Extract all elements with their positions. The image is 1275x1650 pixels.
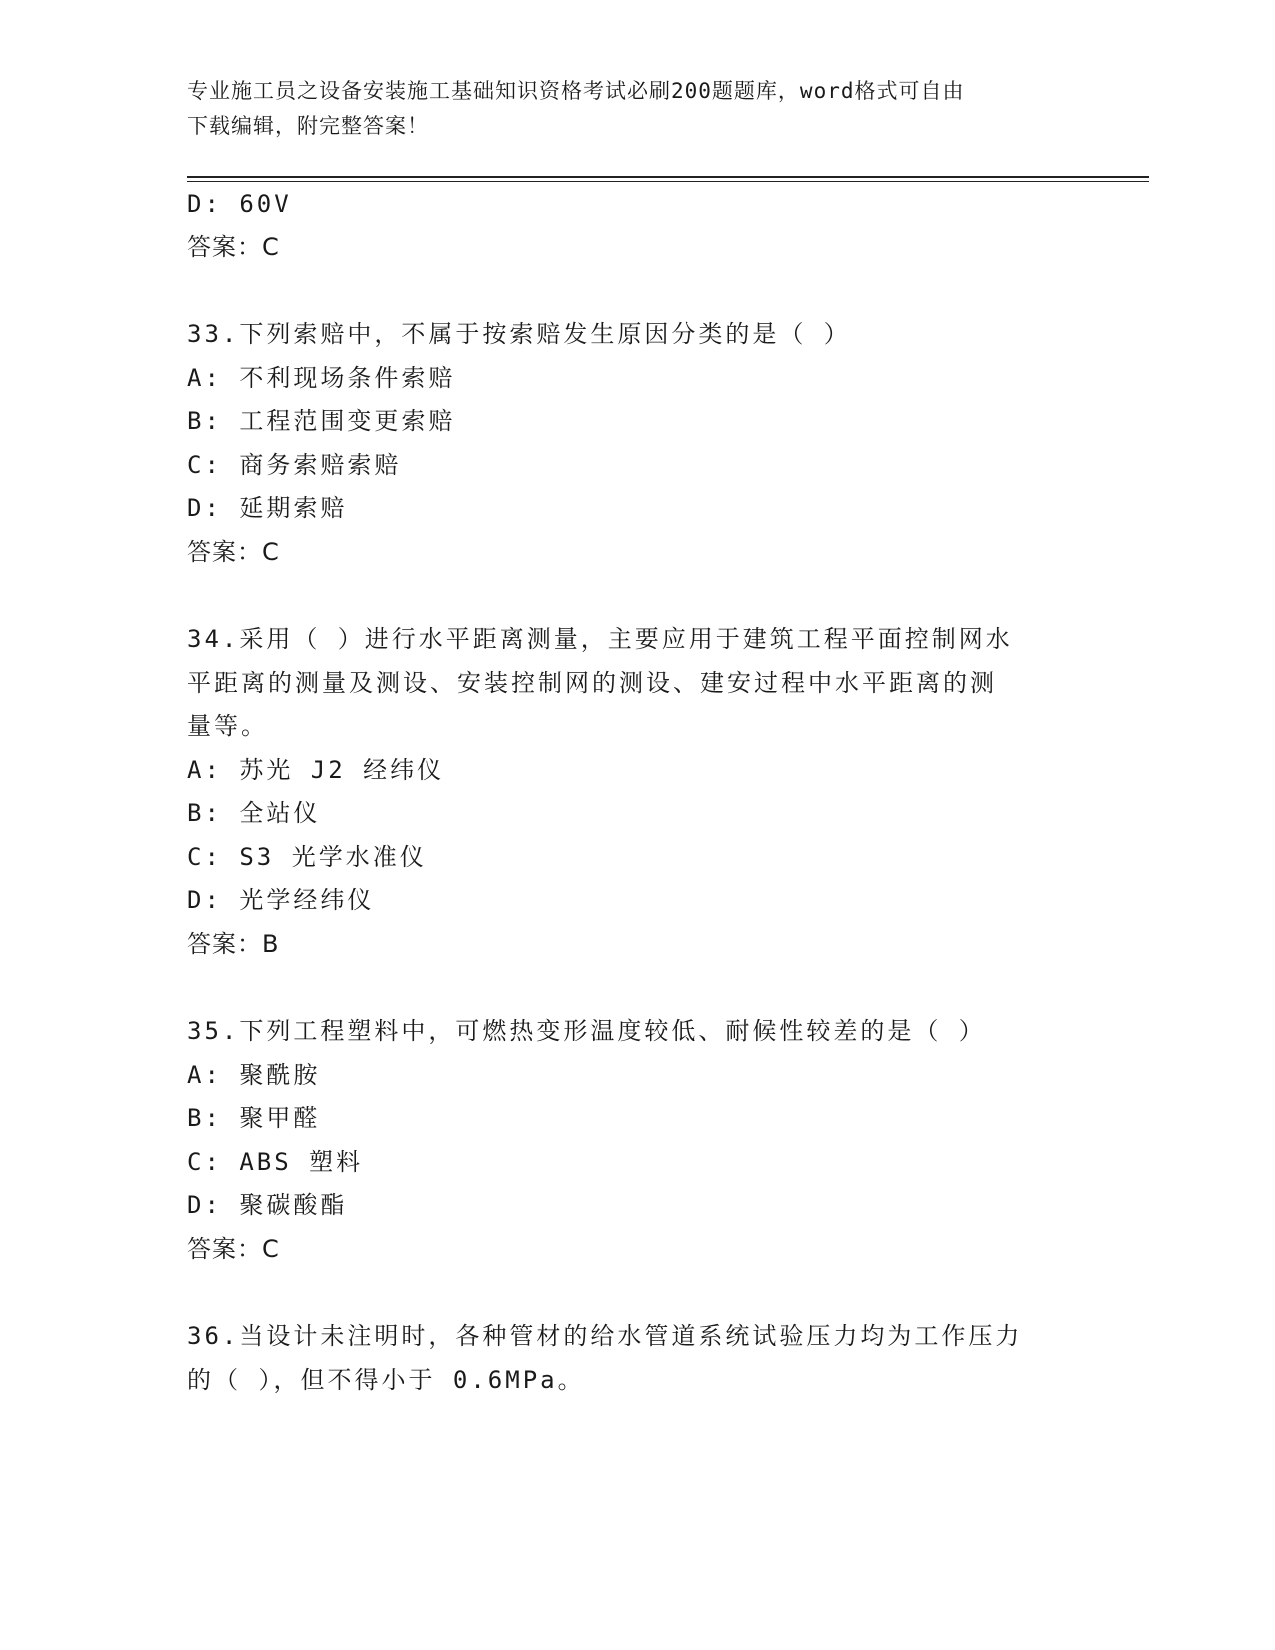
q33-answer [187, 536, 280, 568]
q34-stem-line-2: 平距离的测量及测设、安装控制网的测设、建安过程中水平距离的测 [187, 669, 997, 697]
q33-stem: 33.下列索赔中，不属于按索赔发生原因分类的是（ ） [187, 320, 851, 348]
header-divider-thin [187, 181, 1149, 182]
q34-option-b: B: 全站仪 [187, 799, 321, 827]
q35-answer-value: C [262, 1235, 280, 1263]
q35-option-b: B: 聚甲醛 [187, 1104, 321, 1132]
q33-option-b: B: 工程范围变更索赔 [187, 407, 456, 435]
q36-stem-line-1: 36.当设计未注明时，各种管材的给水管道系统试验压力均为工作压力 [187, 1322, 1023, 1350]
q33-option-d: D: 延期索赔 [187, 494, 348, 522]
q34-option-a: A: 苏光 J2 经纬仪 [187, 756, 445, 784]
document-header [187, 74, 1067, 144]
q34-answer [187, 928, 279, 960]
q34-answer-label: 答案： [187, 930, 262, 958]
q34-answer-value: B [262, 930, 280, 958]
q33-answer-label: 答案： [187, 538, 262, 566]
q35-option-d: D: 聚碳酸酯 [187, 1191, 348, 1219]
q36-stem-line-2: 的（ ），但不得小于 0.6MPa。 [187, 1366, 585, 1394]
q32-option-d: D: 60V [187, 190, 292, 218]
q33-option-c: C: 商务索赔索赔 [187, 451, 402, 479]
q34-stem-line-1: 34.采用（ ）进行水平距离测量，主要应用于建筑工程平面控制网水 [187, 625, 1013, 653]
q33-answer-value: C [262, 538, 280, 566]
q33-option-a: A: 不利现场条件索赔 [187, 364, 456, 392]
header-divider-thick [187, 176, 1149, 178]
q35-stem: 35.下列工程塑料中，可燃热变形温度较低、耐候性较差的是（ ） [187, 1017, 986, 1045]
q35-option-c: C: ABS 塑料 [187, 1148, 364, 1176]
q34-stem-line-3: 量等。 [187, 712, 268, 740]
q32-answer-label: 答案： [187, 233, 262, 261]
q34-option-c: C: S3 光学水准仪 [187, 843, 427, 871]
q35-answer [187, 1233, 280, 1265]
q35-answer-label: 答案： [187, 1235, 262, 1263]
header-title-line-2: 下载编辑，附完整答案！ [187, 114, 429, 138]
q34-option-d: D: 光学经纬仪 [187, 886, 375, 914]
q32-answer-value: C [262, 233, 280, 261]
q35-option-a: A: 聚酰胺 [187, 1061, 321, 1089]
header-title-line-1: 专业施工员之设备安装施工基础知识资格考试必刷200题题库，word格式可自由 [187, 79, 965, 103]
q32-answer [187, 231, 280, 263]
